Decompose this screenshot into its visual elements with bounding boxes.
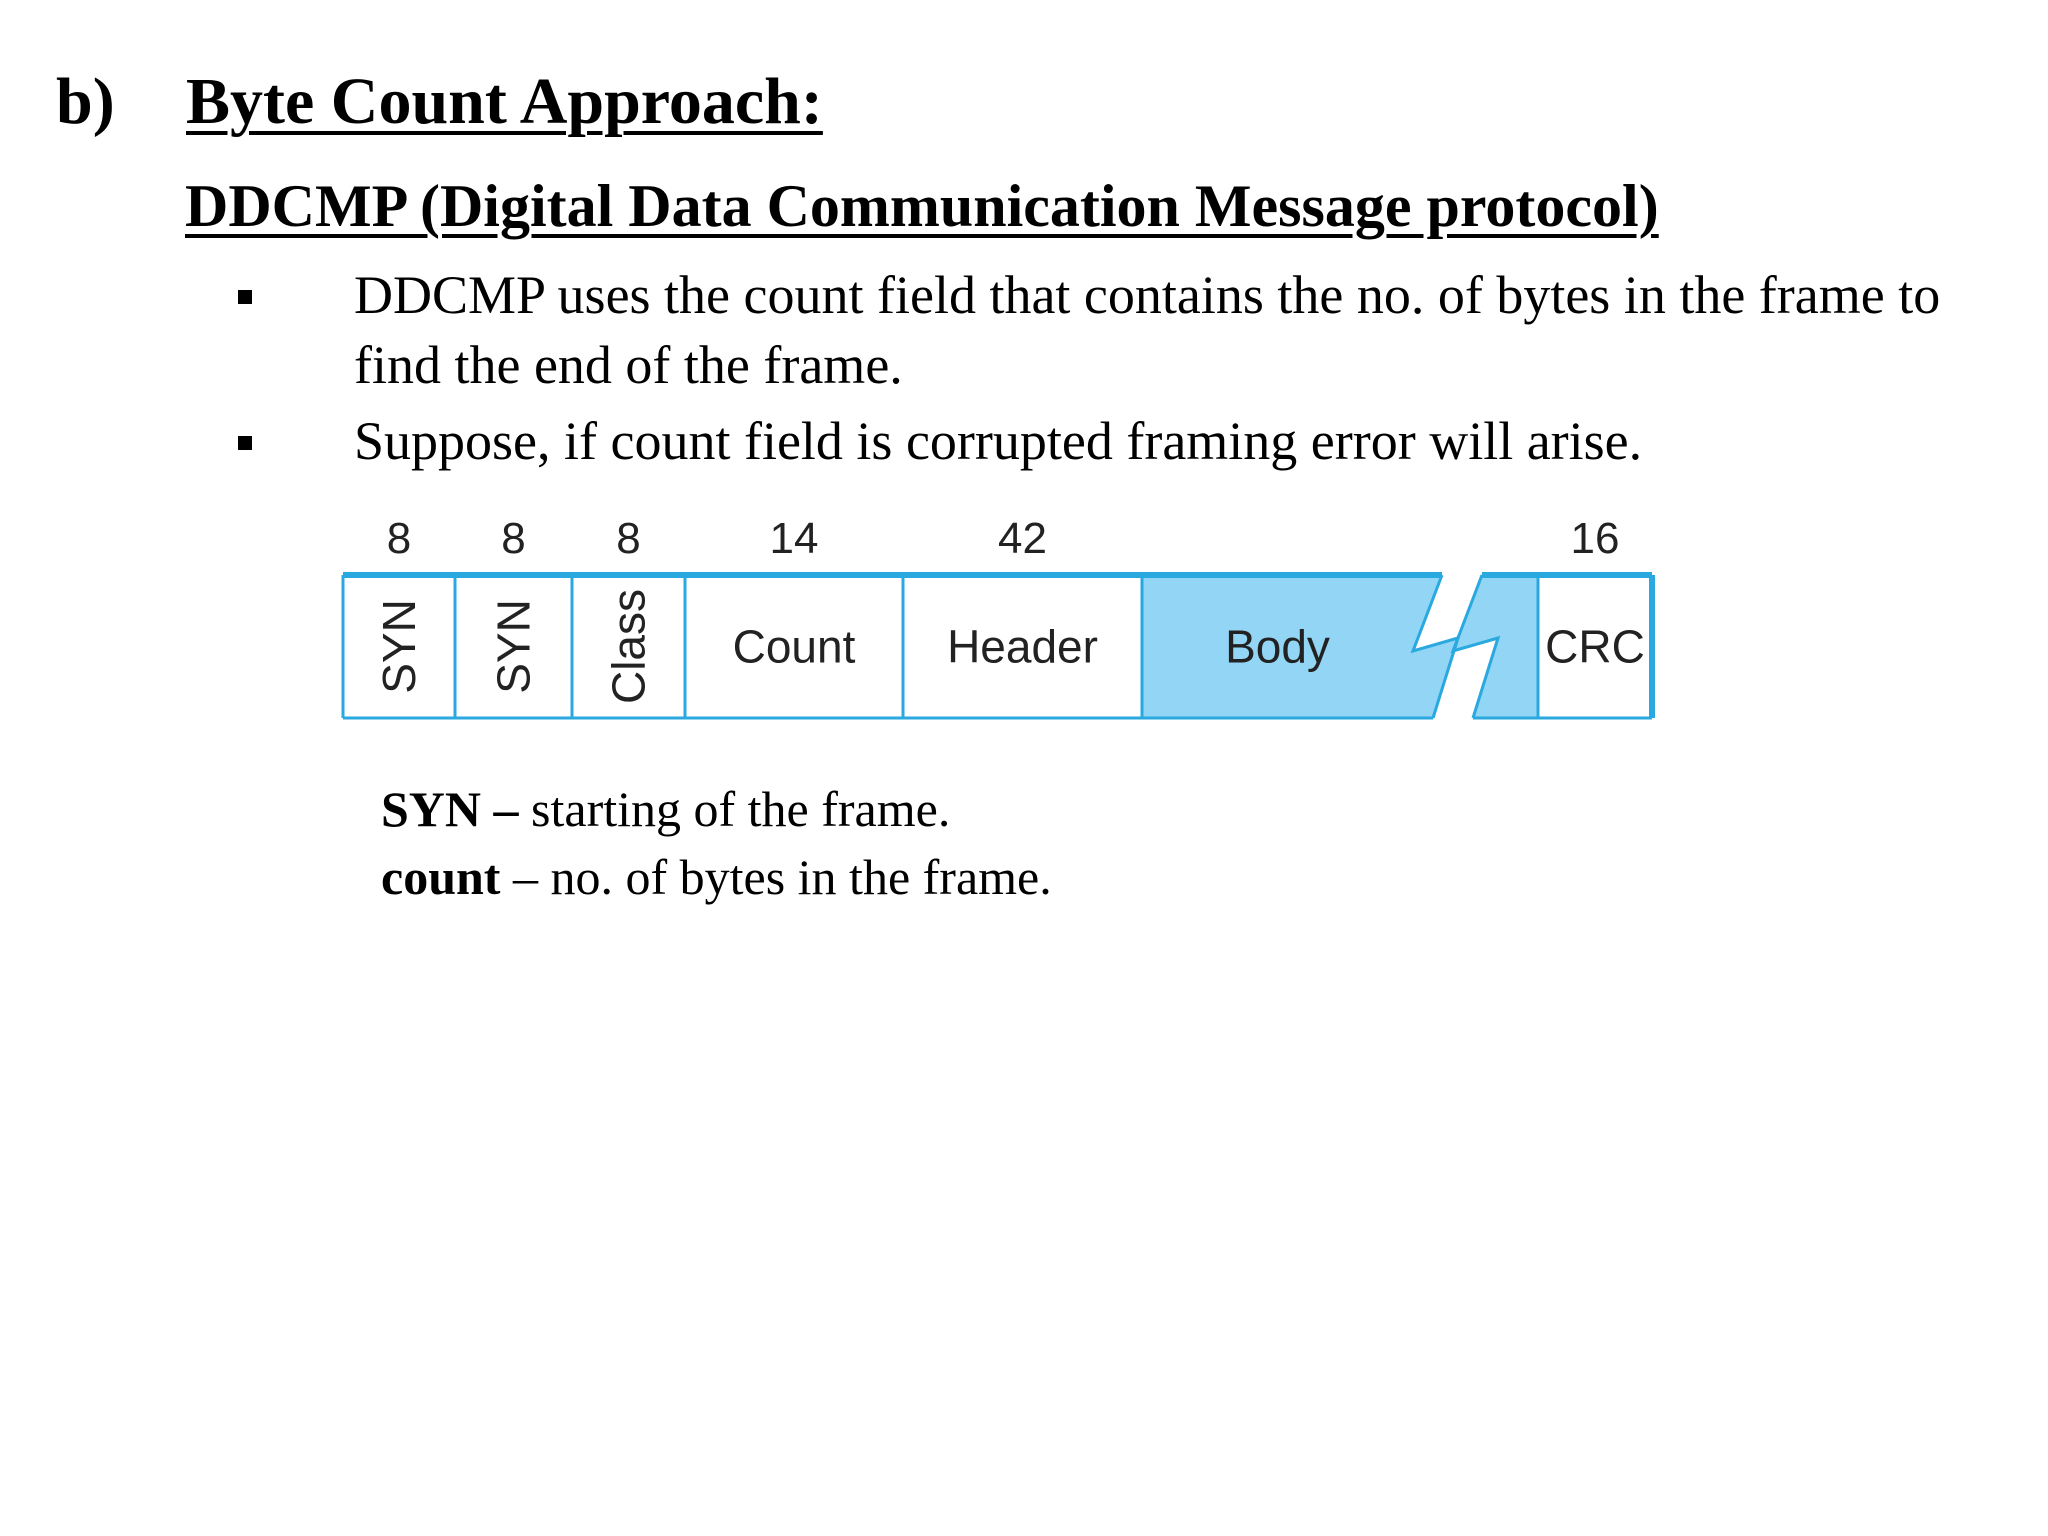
field-bits-label: 16 [1570,514,1620,563]
square-bullet-icon [238,290,252,304]
field-bits-label: 42 [998,514,1047,563]
legend-separator: – [500,849,551,905]
section-heading [56,62,823,141]
bullet-text: Suppose, if count field is corrupted framing error will arise. [354,411,1643,471]
legend-definition: no. of bytes in the frame. [550,849,1052,905]
legend-definition: starting of the frame. [531,781,951,837]
legend-item-syn [381,775,1052,843]
field-label-body: Body [1225,620,1330,673]
bullet-item [236,260,2016,400]
field-label-syn: SYN [373,599,425,694]
section-marker: b) [56,65,115,138]
field-bits-label: 8 [386,514,412,563]
field-bits-label: 8 [501,514,526,563]
field-label-count: Count [732,620,856,673]
field-label-class: Class [602,588,655,705]
frame-format-diagram [330,505,1670,750]
square-bullet-icon [238,436,252,450]
legend-term: count [381,849,501,905]
subheading: DDCMP (Digital Data Communication Message protocol) [185,173,1659,239]
legend-item-count [381,843,1052,911]
field-label-crc: CRC [1545,620,1645,673]
bullet-item [236,406,2016,476]
field-label-header: Header [947,620,1098,673]
bullet-text: DDCMP uses the count field that contains the no. of bytes in the frame to find the end of the frame. [354,265,1941,395]
section-title: Byte Count Approach: [186,65,823,138]
field-bits-label: 14 [769,514,819,563]
field-bits-label: 8 [616,514,641,563]
bullet-list [236,260,2016,482]
legend-separator: – [481,781,532,837]
field-label-syn: SYN [487,599,540,694]
legend [381,775,1052,911]
legend-term: SYN [381,781,482,837]
